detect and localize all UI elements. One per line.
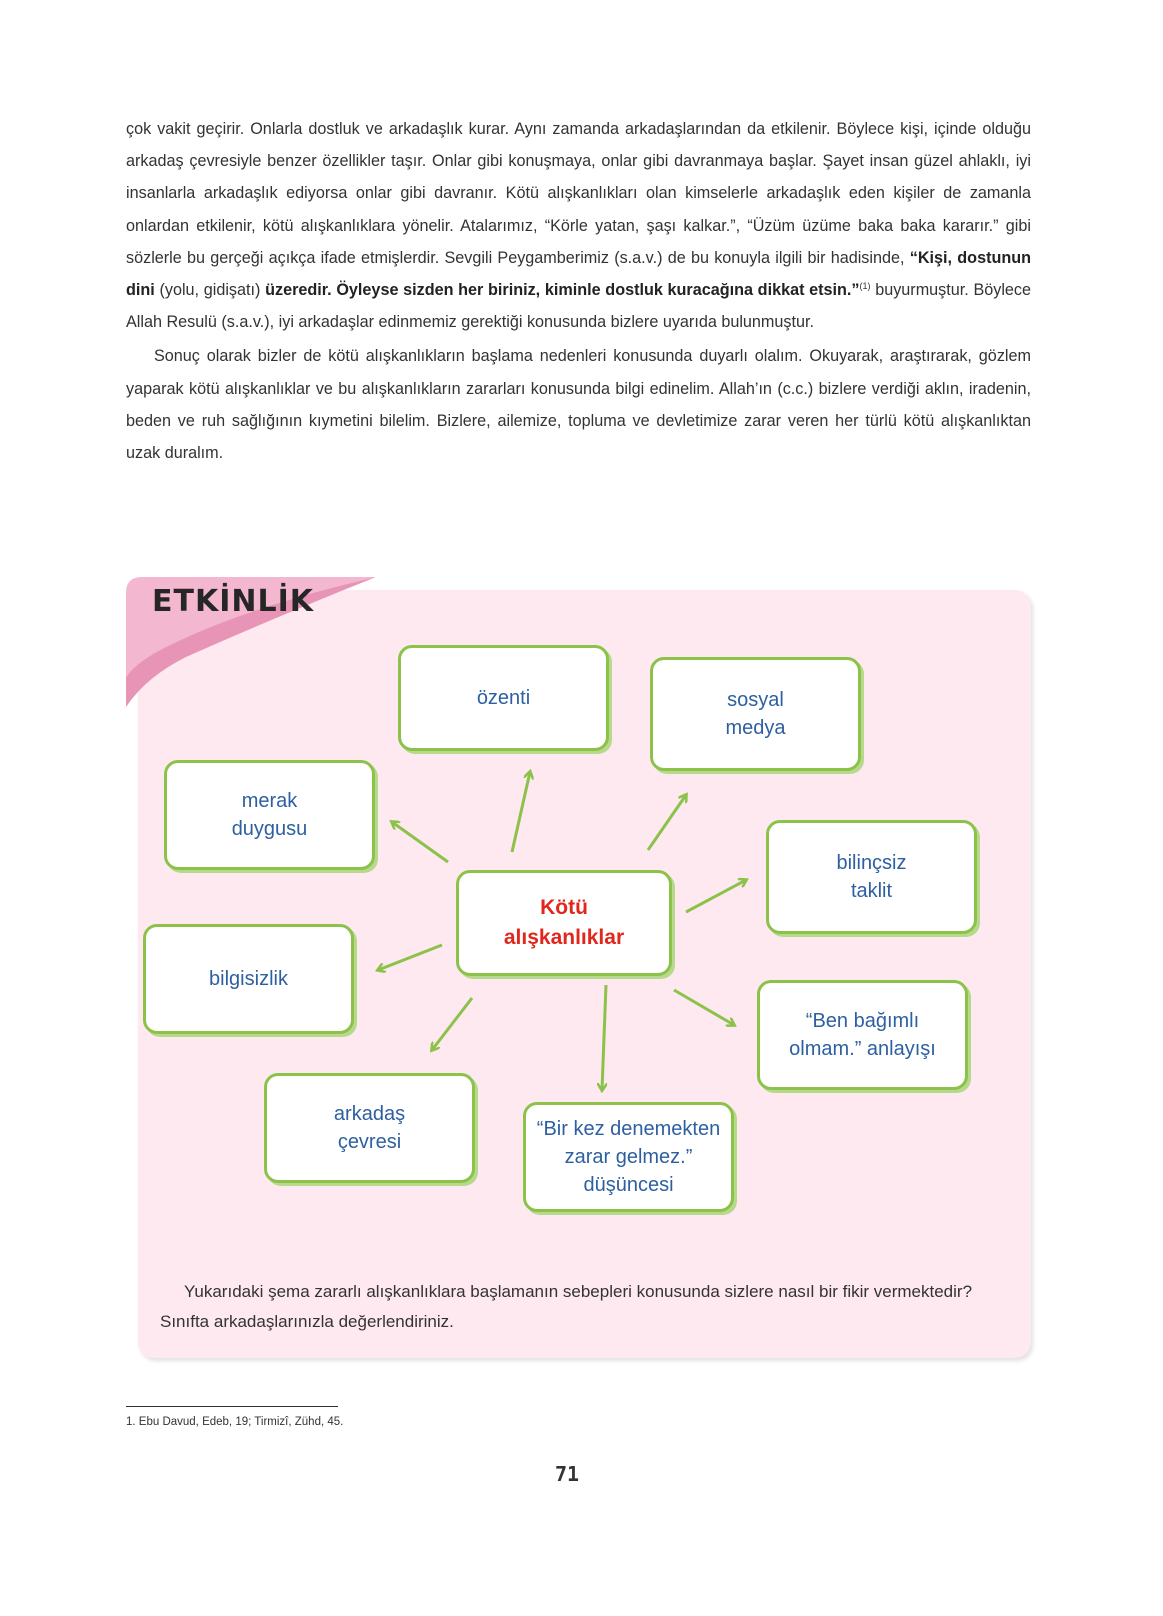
node-bilgisizlik: bilgisizlik bbox=[143, 924, 354, 1034]
paragraph-2: Sonuç olarak bizler de kötü alışkanlıkların başlama nedenleri konusunda duyarlı olalım. Okuyarak, araştırarak, gözlem yaparak kötü alışkanlıklar ve bu alışkanlıkların zararları konusunda bilgi edinelim. Allah’ın (c.c.) bizlere verdiği aklın, iradenin, beden ve ruh sağlığının kıymetini bilelim. Bizlere, ailemize, topluma ve devletimize zarar veren her türlü kötü alışkanlıktan uzak duralım. bbox=[126, 347, 1031, 463]
arrow-to-bir-kez bbox=[602, 985, 606, 1090]
node-ozenti: özenti bbox=[398, 645, 609, 751]
arrow-to-ozenti bbox=[512, 772, 530, 852]
node-merak-duygusu: merak duygusu bbox=[164, 760, 375, 870]
page-number: 71 bbox=[555, 1462, 580, 1486]
footnote-ref: (1) bbox=[859, 281, 871, 292]
activity-question: Yukarıdaki şema zararlı alışkanlıklara başlamanın sebepleri konusunda sizlere nasıl bir fikir vermektedir? Sınıfta arkadaşlarınızla değerlendiriniz. bbox=[160, 1282, 973, 1331]
hadith-quote-part-1: “Kişi, dostunun dini bbox=[126, 248, 1032, 300]
node-kotu-aliskanliklar: Kötü alışkanlıklar bbox=[456, 870, 672, 976]
arrow-to-sosyal-medya bbox=[648, 795, 686, 850]
node-bir-kez-denemekten: “Bir kez denemekten zarar gelmez.” düşüncesi bbox=[523, 1102, 734, 1212]
arrow-to-bilincsiz bbox=[686, 880, 746, 912]
arrow-to-ben-bagimli bbox=[674, 990, 734, 1025]
paragraph-1: çok vakit geçirir. Onlarla dostluk ve arkadaşlık kurar. Aynı zamanda arkadaşlarından da etkilenir. Böylece kişi, içinde olduğu arkadaş çevresiyle benzer özellikler taşır. Onlar gibi konuşmaya, onlar gibi davranmaya başlar. Şayet insan güzel ahlaklı, iyi insanlarla arkadaşlık ediyorsa onlar gibi davranır. Kötü alışkanlıkları olan kimselerle arkadaşlık eden kişiler de zamanla onlardan etkilenir, kötü alışkanlıklara yönelir. Atalarımız, “Körle yatan, şaşı kalkar.”, “Üzüm üzüme baka baka kararır.” gibi sözlerle bu gerçeği açıkça ifade etmişlerdir. Sevgili Peygamberimiz (s.a.v.) de bu konuyla ilgili bir hadisinde, “Kişi, dostunun dini (yolu, gidişatı) üzeredir. Öyleyse sizden her biriniz, kiminle dostluk kuracağına dikkat etsin.”$^{(1)}$ buyurmuştur. Böylece Allah Resulü (s.a.v.), iyi arkadaşlar edinmemiz gerektiği konusunda bizlere uyarıda bulunmuştur. bbox=[126, 120, 1032, 332]
arrow-to-merak bbox=[392, 822, 448, 862]
node-bilincsiz-taklit: bilinçsiz taklit bbox=[766, 820, 977, 934]
arrow-to-bilgisizlik bbox=[378, 945, 442, 970]
activity-title: ETKİNLİK bbox=[152, 584, 314, 619]
arrow-to-arkadas bbox=[432, 998, 472, 1050]
node-ben-bagimli: “Ben bağımlı olmam.” anlayışı bbox=[757, 980, 968, 1090]
node-sosyal-medya: sosyal medya bbox=[650, 657, 861, 771]
hadith-quote-part-2: üzeredir. Öyleyse sizden her biriniz, kiminle dostluk kuracağına dikkat etsin.” bbox=[265, 281, 860, 300]
footnote: 1. Ebu Davud, Edeb, 19; Tirmizî, Zühd, 45. bbox=[126, 1416, 344, 1428]
node-arkadas-cevresi: arkadaş çevresi bbox=[264, 1073, 475, 1183]
footnote-divider bbox=[126, 1406, 338, 1407]
